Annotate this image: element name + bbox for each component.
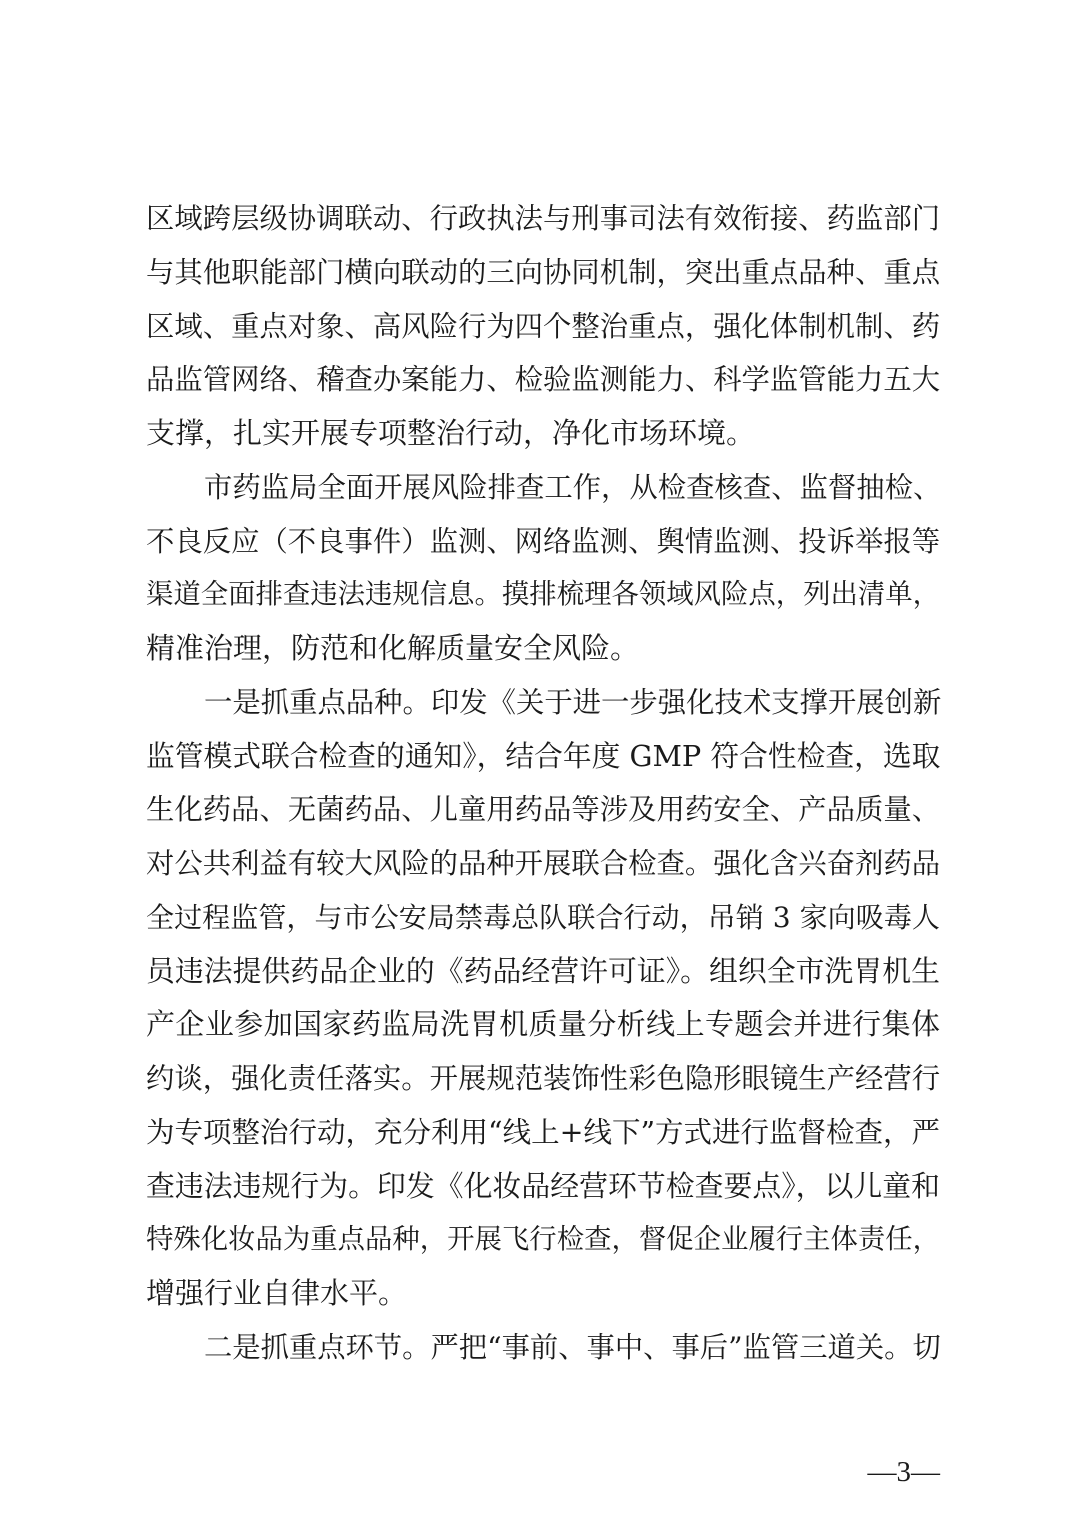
- text-line: 全过程监管，与市公安局禁毒总队联合行动，吊销 3 家向吸毒人: [146, 900, 940, 934]
- text-line: 产企业参加国家药监局洗胃机质量分析线上专题会并进行集体: [146, 1007, 940, 1042]
- text-line: 员违法提供药品企业的《药品经营许可证》。组织全市洗胃机生: [146, 953, 940, 988]
- text-line: 特殊化妆品为重点品种，开展飞行检查，督促企业履行主体责任，: [146, 1224, 940, 1256]
- text-line: 支撑，扎实开展专项整治行动，净化市场环境。: [146, 416, 756, 450]
- text-line: 渠道全面排查违法违规信息。摸排梳理各领域风险点，列出清单，: [146, 579, 940, 611]
- text-line: 对公共利益有较大风险的品种开展联合检查。强化含兴奋剂药品: [146, 847, 941, 880]
- text-line: 品监管网络、稽查办案能力、检验监测能力、科学监管能力五大: [146, 363, 941, 397]
- text-line: 约谈，强化责任落实。开展规范装饰性彩色隐形眼镜生产经营行: [146, 1062, 941, 1095]
- paragraph-first-line: 一是抓重点品种。印发《关于进一步强化技术支撑开展创新: [204, 685, 942, 719]
- text-line: 为专项整治行动，充分利用“线上+线下”方式进行监督检查，严: [146, 1115, 941, 1149]
- page-number: —3—: [867, 1456, 940, 1488]
- text-line: 增强行业自律水平。: [146, 1276, 408, 1310]
- text-line: 区域跨层级协调联动、行政执法与刑事司法有效衔接、药监部门: [146, 202, 941, 235]
- text-line: 与其他职能部门横向联动的三向协同机制，突出重点品种、重点: [146, 255, 941, 289]
- text-line: 不良反应（不良事件）监测、网络监测、舆情监测、投诉举报等: [146, 524, 941, 558]
- body-text: [146, 192, 940, 1375]
- paragraph-first-line: 市药监局全面开展风险排查工作，从检查核查、监督抽检、: [204, 470, 942, 504]
- text-line: 区域、重点对象、高风险行为四个整治重点，强化体制机制、药: [146, 309, 941, 343]
- text-line: 生化药品、无菌药品、儿童用药品等涉及用药安全、产品质量、: [146, 793, 941, 827]
- text-line: 查违法违规行为。印发《化妆品经营环节检查要点》，以儿童和: [146, 1168, 940, 1203]
- text-line: 监管模式联合检查的通知》，结合年度 GMP 符合性检查，选取: [146, 738, 941, 773]
- paragraph-first-line: 二是抓重点环节。严把“事前、事中、事后”监管三道关。切: [204, 1330, 941, 1364]
- text-line: 精准治理，防范和化解质量安全风险。: [146, 631, 640, 665]
